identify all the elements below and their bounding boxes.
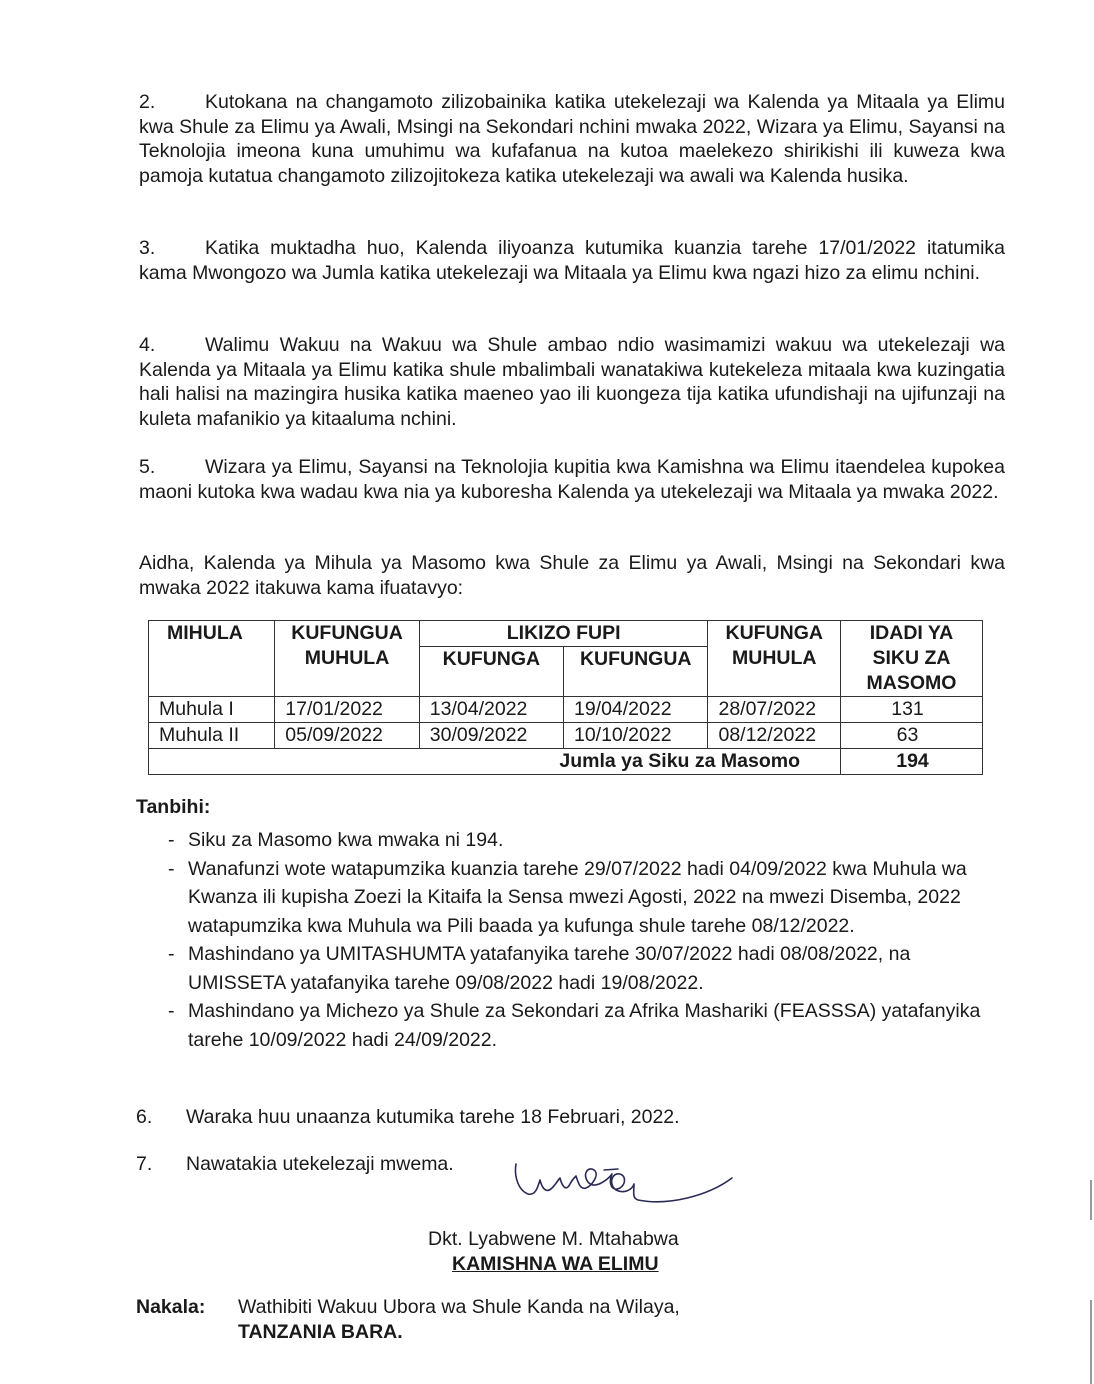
cell-lf-kufunga: 13/04/2022 bbox=[419, 697, 563, 723]
nakala-recipient: TANZANIA BARA. bbox=[238, 1321, 403, 1343]
cell-muhula: Muhula I bbox=[149, 697, 275, 723]
paragraph-6 bbox=[136, 1106, 680, 1129]
paragraph-text: Walimu Wakuu na Wakuu wa Shule ambao ndio wasimamizi wakuu wa utekelezaji wa Kalenda ya Mitaala ya Elimu katika shule mbalimbali wanatakiwa kutekeleza mitaala kwa kuzingatia hali halisi na mazingira husika katika maeneo yao ili kuongeza tija katika ufundishaji na ujifunzaji na kuleta mafanikio ya kitaaluma nchini. bbox=[139, 334, 1005, 430]
term-calendar-table bbox=[148, 620, 983, 775]
signer-title: KAMISHNA WA ELIMU bbox=[452, 1253, 659, 1275]
paragraph-5 bbox=[139, 455, 1005, 504]
header-mihula: MIHULA bbox=[149, 621, 275, 697]
total-label: Jumla ya Siku za Masomo bbox=[149, 749, 841, 775]
paragraph-number: 5. bbox=[139, 456, 156, 478]
cell-siku: 131 bbox=[841, 697, 983, 723]
nakala-label: Nakala: bbox=[136, 1296, 206, 1318]
cell-kufunga: 28/07/2022 bbox=[708, 697, 841, 723]
paragraph-number: 2. bbox=[139, 91, 156, 113]
cell-lf-kufungua: 10/10/2022 bbox=[563, 723, 708, 749]
list-item: - Mashindano ya Michezo ya Shule za Sekondari za Afrika Mashariki (FEASSSA) yatafanyika tarehe 10/09/2022 hadi 24/09/2022. bbox=[168, 997, 988, 1054]
aidha-paragraph: Aidha, Kalenda ya Mihula ya Masomo kwa Shule za Elimu ya Awali, Msingi na Sekondari kwa mwaka 2022 itakuwa kama ifuatavyo: bbox=[139, 552, 1005, 599]
table-total-row bbox=[149, 749, 983, 775]
cell-muhula: Muhula II bbox=[149, 723, 275, 749]
paragraph-3 bbox=[139, 236, 1005, 285]
table-row bbox=[149, 723, 983, 749]
tanbihi-heading: Tanbihi: bbox=[136, 796, 211, 818]
paragraph-number: 7. bbox=[136, 1153, 153, 1175]
cell-kufungua: 05/09/2022 bbox=[275, 723, 420, 749]
header-lf-kufunga: KUFUNGA bbox=[419, 647, 563, 697]
scan-edge-mark bbox=[1090, 1180, 1092, 1220]
paragraph-number: 3. bbox=[139, 237, 156, 259]
cell-kufunga: 08/12/2022 bbox=[708, 723, 841, 749]
paragraph-4 bbox=[139, 333, 1005, 431]
table-row bbox=[149, 697, 983, 723]
header-kufunga-muhula: KUFUNGA MUHULA bbox=[708, 621, 841, 697]
paragraph-number: 4. bbox=[139, 334, 156, 356]
nakala-text: Wathibiti Wakuu Ubora wa Shule Kanda na Wilaya, bbox=[238, 1296, 680, 1318]
paragraph-text: Katika muktadha huo, Kalenda iliyoanza kutumika kuanzia tarehe 17/01/2022 itatumika kama Mwongozo wa Jumla katika utekelezaji wa Mitaala ya Elimu kwa ngazi hizo za elimu nchini. bbox=[139, 237, 1005, 284]
tanbihi-list bbox=[168, 826, 988, 1054]
signature-icon bbox=[508, 1150, 738, 1220]
signer-name: Dkt. Lyabwene M. Mtahabwa bbox=[428, 1228, 679, 1250]
cell-lf-kufunga: 30/09/2022 bbox=[419, 723, 563, 749]
paragraph-number: 6. bbox=[136, 1106, 153, 1128]
paragraph-7 bbox=[136, 1153, 454, 1176]
paragraph-2 bbox=[139, 90, 1005, 188]
list-item: - Wanafunzi wote watapumzika kuanzia tarehe 29/07/2022 hadi 04/09/2022 kwa Muhula wa Kwanza ili kupisha Zoezi la Kitaifa la Sensa mwezi Agosti, 2022 na mwezi Disemba, 2022 watapumzika kwa Muhula wa Pili baada ya kufunga shule tarehe 08/12/2022. bbox=[168, 855, 988, 941]
paragraph-text: Kutokana na changamoto zilizobainika katika utekelezaji wa Kalenda ya Mitaala ya Elimu kwa Shule za Elimu ya Awali, Msingi na Sekondari nchini mwaka 2022, Wizara ya Elimu, Sayansi na Teknolojia imeona kuna umuhimu wa kufafanua na kutoa maelekezo shirikishi ili kuweza kwa pamoja kutatua changamoto zilizojitokeza katika utekelezaji wa awali wa Kalenda husika. bbox=[139, 91, 1005, 187]
paragraph-text: Waraka huu unaanza kutumika tarehe 18 Februari, 2022. bbox=[186, 1106, 680, 1128]
cell-siku: 63 bbox=[841, 723, 983, 749]
cell-lf-kufungua: 19/04/2022 bbox=[563, 697, 708, 723]
scan-edge-mark bbox=[1090, 1300, 1092, 1384]
header-likizo-fupi: LIKIZO FUPI bbox=[419, 621, 708, 647]
list-item: - Siku za Masomo kwa mwaka ni 194. bbox=[168, 826, 988, 855]
header-kufungua-muhula: KUFUNGUA MUHULA bbox=[275, 621, 420, 697]
total-value: 194 bbox=[841, 749, 983, 775]
paragraph-text: Wizara ya Elimu, Sayansi na Teknolojia kupitia kwa Kamishna wa Elimu itaendelea kupokea maoni kutoka kwa wadau kwa nia ya kuboresha Kalenda ya utekelezaji wa Mitaala ya mwaka 2022. bbox=[139, 456, 1005, 503]
list-item: - Mashindano ya UMITASHUMTA yatafanyika tarehe 30/07/2022 hadi 08/08/2022, na UMISSETA yatafanyika tarehe 09/08/2022 hadi 19/08/2022. bbox=[168, 940, 988, 997]
header-idadi-siku: IDADI YA SIKU ZA MASOMO bbox=[841, 621, 983, 697]
header-lf-kufungua: KUFUNGUA bbox=[563, 647, 708, 697]
paragraph-text: Nawatakia utekelezaji mwema. bbox=[186, 1153, 454, 1175]
cell-kufungua: 17/01/2022 bbox=[275, 697, 420, 723]
handwritten-signature bbox=[508, 1150, 738, 1220]
table-header-row bbox=[149, 621, 983, 647]
